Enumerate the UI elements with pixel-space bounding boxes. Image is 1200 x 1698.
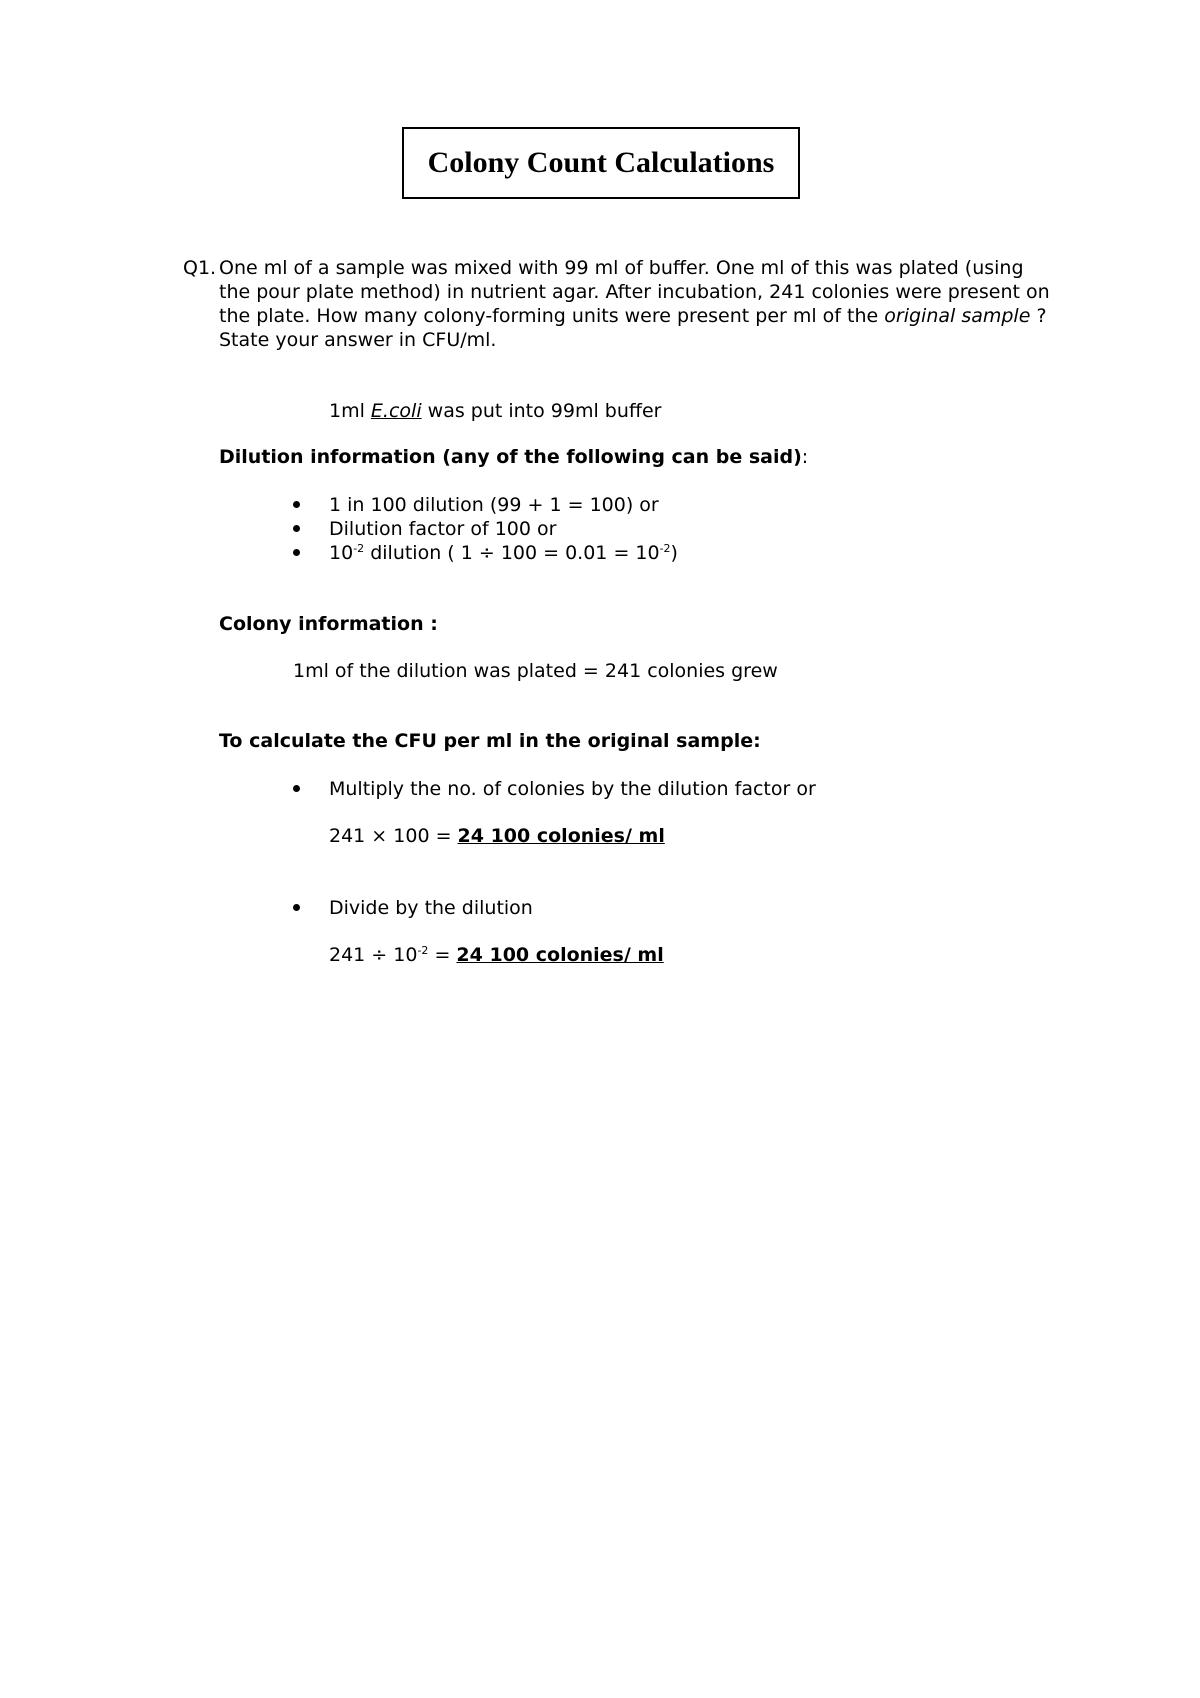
equation-2-pre: 241 ÷ 10 [329,944,418,966]
given-statement [329,399,662,423]
method-2-text: Divide by the dilution [329,897,533,919]
dilution-item-3-exponent: -2 [353,542,365,555]
question-text [219,256,1119,352]
dilution-heading [219,445,808,469]
question-line-4: State your answer in CFU/ml. [219,329,497,351]
bullet-icon [293,785,300,792]
page-title: Colony Count Calculations [427,146,775,179]
equation-2-equals: = [428,944,457,966]
organism-name: E.coli [370,400,422,422]
dilution-heading-colon: : [801,446,809,468]
dilution-item-1: 1 in 100 dilution (99 + 1 = 100) or [329,494,659,516]
question-line-3-post: ? [1030,305,1047,327]
dilution-item-3-exponent-2: -2 [659,542,671,555]
question-line-2: the pour plate method) in nutrient agar. After incubation, 241 colonies were present on [219,281,1050,303]
title-box [402,127,800,199]
dilution-heading-text: Dilution information (any of the following can be said) [219,446,802,468]
equation-2 [329,943,664,967]
dilution-item-3-end: ) [670,542,678,564]
equation-1-pre: 241 × 100 = [329,825,458,847]
question-label: Q1. [183,257,217,279]
colony-heading: Colony information : [219,613,438,635]
method-1-text: Multiply the no. of colonies by the dilution factor or [329,778,816,800]
bullet-icon [293,501,300,508]
calculate-heading: To calculate the CFU per ml in the original sample: [219,730,761,752]
given-pre: 1ml [329,400,371,422]
equation-2-exponent: -2 [417,944,429,957]
original-sample-emphasis: original sample [884,305,1031,327]
dilution-item-3-base: 10 [329,542,354,564]
bullet-icon [293,904,300,911]
bullet-icon [293,549,300,556]
equation-1 [329,824,665,848]
bullet-icon [293,525,300,532]
dilution-item-3-mid: dilution ( 1 ÷ 100 = 0.01 = 10 [364,542,660,564]
dilution-item-3 [329,541,678,565]
question-line-3-pre: the plate. How many colony-forming units were present per ml of the [219,305,885,327]
equation-2-answer: 24 100 colonies/ ml [456,944,664,966]
question-line-1: One ml of a sample was mixed with 99 ml of buffer. One ml of this was plated (using [219,257,1024,279]
question-line-3 [219,304,1119,328]
given-post: was put into 99ml buffer [421,400,662,422]
equation-1-answer: 24 100 colonies/ ml [457,825,665,847]
dilution-item-2: Dilution factor of 100 or [329,518,557,540]
colony-text: 1ml of the dilution was plated = 241 colonies grew [293,660,778,682]
